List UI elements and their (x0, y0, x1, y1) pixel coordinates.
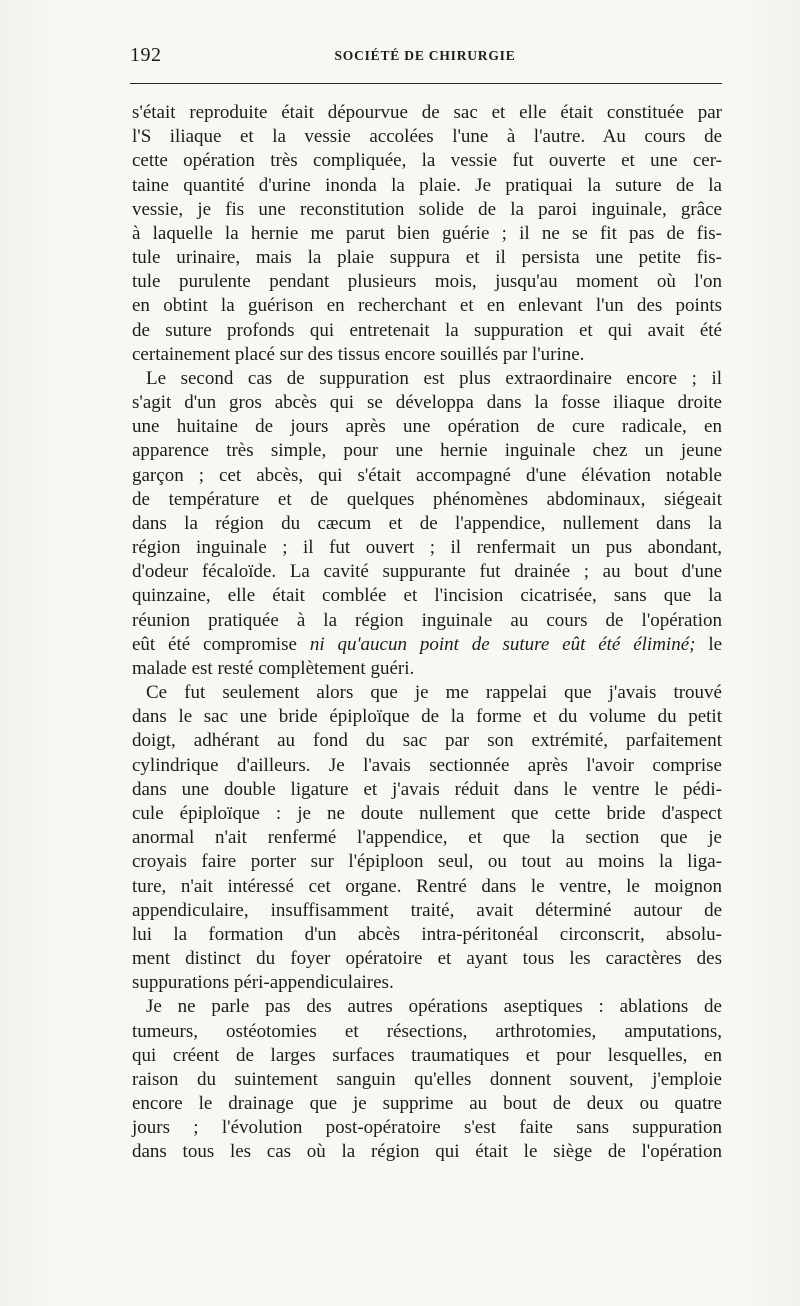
text-line: cette opération très compliquée, la vessie fut ouverte et une cer- (132, 150, 722, 172)
text-line: de suture profonds qui entretenait la suppuration et qui avait été (132, 319, 722, 341)
text-line: apparence très simple, pour une hernie inguinale chez un jeune (132, 440, 722, 462)
text-line: dans la région du cæcum et de l'appendice, nullement dans la (132, 512, 722, 534)
text-line: s'était reproduite était dépourvue de sac et elle était constituée par (132, 102, 722, 123)
text-line: de température et de quelques phénomènes abdominaux, siégeait (132, 488, 722, 510)
text-line: région inguinale ; il fut ouvert ; il renfermait un pus abondant, (132, 537, 722, 559)
text-line: quinzaine, elle était comblée et l'incision cicatrisée, sans que la (132, 585, 722, 607)
text-line: croyais faire porter sur l'épiploon seul, ou tout au moins la liga- (132, 851, 722, 873)
text-line: suppurations péri-appendiculaires. (132, 972, 394, 994)
text-line: l'S iliaque et la vessie accolées l'une à l'autre. Au cours de (132, 126, 722, 148)
text-line: s'agit d'un gros abcès qui se développa dans la fosse iliaque droite (132, 392, 722, 414)
text-line: jours ; l'évolution post-opératoire s'est faite sans suppuration (132, 1117, 722, 1139)
text-segment: le (708, 633, 723, 655)
text-line: tule urinaire, mais la plaie suppura et il persista une petite fis- (132, 247, 722, 269)
text-line: d'odeur fécaloïde. La cavité suppurante fut drainée ; au bout d'une (132, 561, 722, 583)
text-line: dans tous les cas où la région qui était le siège de l'opération (132, 1141, 722, 1163)
page-header (130, 44, 720, 74)
text-line-with-italic (132, 633, 722, 657)
text-line: taine quantité d'urine inonda la plaie. Je pratiquai la suture de la (132, 174, 722, 196)
text-line: anormal n'ait renfermé l'appendice, et que la section que je (132, 827, 722, 849)
text-line: dans une double ligature et j'avais réduit dans le ventre le pédi- (132, 778, 722, 800)
text-line: doigt, adhérant au fond du sac par son extrémité, parfaitement (132, 730, 722, 752)
text-line: ment distinct du foyer opératoire et ayant tous les caractères des (132, 948, 722, 970)
running-title: SOCIÉTÉ DE CHIRURGIE (334, 48, 516, 63)
text-line: dans le sac une bride épiploïque de la forme et du volume du petit (132, 706, 722, 728)
text-line: une huitaine de jours après une opération de cure radicale, en (132, 416, 722, 438)
text-segment: eût été compromise (132, 633, 297, 655)
text-line: réunion pratiquée à la région inguinale au cours de l'opération (132, 609, 722, 631)
text-line: cylindrique d'ailleurs. Je l'avais sectionnée après l'avoir comprise (132, 754, 722, 776)
text-line: Ce fut seulement alors que je me rappelai que j'avais trouvé (146, 682, 722, 704)
text-line: certainement placé sur des tissus encore souillés par l'urine. (132, 343, 585, 365)
text-line: malade est resté complètement guéri. (132, 657, 415, 679)
header-rule (130, 83, 722, 84)
text-line: raison du suintement sanguin qu'elles donnent souvent, j'emploie (132, 1068, 722, 1090)
italic-phrase: ni qu'aucun point de suture eût été éliminé; (309, 633, 696, 655)
text-line: ture, n'ait intéressé cet organe. Rentré dans le ventre, le moignon (132, 875, 722, 897)
text-line: qui créent de larges surfaces traumatiques et pour lesquelles, en (132, 1044, 722, 1066)
text-line: à laquelle la hernie me parut bien guérie ; il ne se fit pas de fis- (132, 222, 722, 244)
page-number: 192 (130, 44, 162, 66)
text-line: Je ne parle pas des autres opérations aseptiques : ablations de (146, 996, 722, 1018)
text-line: cule épiploïque : je ne doute nullement que cette bride d'aspect (132, 802, 722, 824)
text-line: tule purulente pendant plusieurs mois, jusqu'au moment où l'on (132, 271, 722, 293)
text-line: garçon ; cet abcès, qui s'était accompagné d'une élévation notable (132, 464, 722, 486)
text-line: tumeurs, ostéotomies et résections, arthrotomies, amputations, (132, 1020, 722, 1042)
text-line: vessie, je fis une reconstitution solide de la paroi inguinale, grâce (132, 198, 722, 220)
text-line: encore le drainage que je supprime au bout de deux ou quatre (132, 1093, 722, 1115)
text-line: en obtint la guérison en recherchant et en enlevant l'un des points (132, 295, 722, 317)
text-line: lui la formation d'un abcès intra-péritonéal circonscrit, absolu- (132, 923, 722, 945)
text-line: appendiculaire, insuffisamment traité, avait déterminé autour de (132, 899, 722, 921)
text-line: Le second cas de suppuration est plus extraordinaire encore ; il (146, 367, 722, 389)
body-text (132, 101, 722, 1165)
